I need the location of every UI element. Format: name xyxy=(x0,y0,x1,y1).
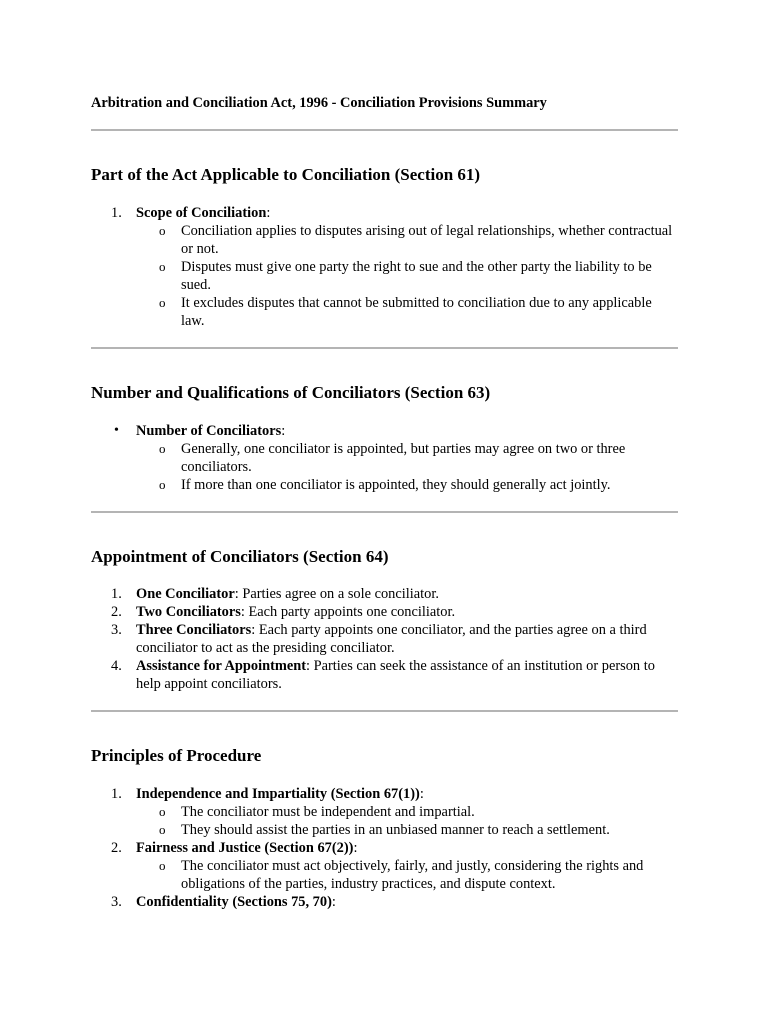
list-item xyxy=(91,422,678,494)
item-label: Fairness and Justice (Section 67(2)) xyxy=(136,840,354,856)
sub-item-text: Conciliation applies to disputes arising out of legal relationships, whether contractual or not. xyxy=(181,223,673,257)
sub-list-item xyxy=(91,476,678,494)
list-marker: 2. xyxy=(111,604,122,620)
principles-list xyxy=(91,785,678,911)
sub-list xyxy=(136,440,678,494)
list-marker: 4. xyxy=(111,658,122,674)
sub-list-item xyxy=(91,294,678,330)
divider xyxy=(91,511,678,513)
sub-bullet: o xyxy=(159,858,166,873)
list-item xyxy=(91,621,678,657)
item-text: : xyxy=(419,786,424,802)
item-text: : Each party appoints one conciliator, and the parties agree on a third conciliator to act as the presiding conciliator. xyxy=(136,622,647,656)
sub-bullet: o xyxy=(159,295,166,310)
item-label: Three Conciliators xyxy=(136,622,252,638)
item-text: : Parties agree on a sole conciliator. xyxy=(234,586,439,602)
sub-bullet: o xyxy=(159,822,166,837)
list-item xyxy=(91,785,678,839)
list-bullet: • xyxy=(114,423,119,438)
sub-item-text: It excludes disputes that cannot be submitted to conciliation due to any applicable law. xyxy=(181,295,652,329)
sub-item-text: The conciliator must act objectively, fairly, and justly, considering the rights and obligations of the parties, industry practices, and dispute context. xyxy=(181,858,644,892)
section-63-list xyxy=(91,422,678,494)
item-label: Scope of Conciliation xyxy=(136,205,267,221)
sub-item-text: Disputes must give one party the right to sue and the other party the liability to be sued. xyxy=(181,259,652,293)
section-heading-61: Part of the Act Applicable to Conciliation (Section 61) xyxy=(91,165,481,184)
sub-list xyxy=(136,803,678,839)
item-text: : xyxy=(281,423,286,439)
list-marker: 3. xyxy=(111,894,122,910)
item-label: Confidentiality (Sections 75, 70) xyxy=(136,894,332,910)
list-item xyxy=(91,603,678,621)
sub-item-text: They should assist the parties in an unbiased manner to reach a settlement. xyxy=(181,822,610,838)
item-label: One Conciliator xyxy=(136,586,235,602)
list-marker: 2. xyxy=(111,840,122,856)
sub-list-item xyxy=(91,857,678,893)
sub-bullet: o xyxy=(159,441,166,456)
document-title: Arbitration and Conciliation Act, 1996 - Conciliation Provisions Summary xyxy=(91,95,547,111)
section-heading-64: Appointment of Conciliators (Section 64) xyxy=(91,547,389,566)
list-marker: 1. xyxy=(111,786,122,802)
item-text: : Each party appoints one conciliator. xyxy=(240,604,456,620)
item-text: : xyxy=(331,894,336,910)
sub-list-item xyxy=(91,821,678,839)
sub-list xyxy=(136,857,678,893)
item-label: Two Conciliators xyxy=(136,604,241,620)
list-marker: 1. xyxy=(111,586,122,602)
item-label: Assistance for Appointment xyxy=(136,658,307,674)
list-marker: 3. xyxy=(111,622,122,638)
list-marker: 1. xyxy=(111,205,122,221)
sub-item-text: The conciliator must be independent and impartial. xyxy=(181,804,475,820)
section-61-list xyxy=(91,204,678,330)
item-label: Number of Conciliators xyxy=(136,423,282,439)
sub-list-item xyxy=(91,440,678,476)
sub-list-item xyxy=(91,258,678,294)
sub-item-text: If more than one conciliator is appointed, they should generally act jointly. xyxy=(181,477,611,493)
divider xyxy=(91,347,678,349)
sub-bullet: o xyxy=(159,223,166,238)
sub-item-text: Generally, one conciliator is appointed, but parties may agree on two or three conciliators. xyxy=(181,441,626,475)
list-item xyxy=(91,839,678,893)
sub-list-item xyxy=(91,803,678,821)
divider xyxy=(91,710,678,712)
sub-list-item xyxy=(91,222,678,258)
list-item xyxy=(91,657,678,693)
section-heading-63: Number and Qualifications of Conciliators (Section 63) xyxy=(91,383,491,402)
item-text: : xyxy=(353,840,358,856)
divider xyxy=(91,129,678,131)
section-64-list xyxy=(91,585,678,693)
sub-bullet: o xyxy=(159,477,166,492)
sub-list xyxy=(136,222,678,330)
item-text: : Parties can seek the assistance of an institution or person to help appoint conciliators. xyxy=(136,658,655,692)
list-item xyxy=(91,893,678,911)
sub-bullet: o xyxy=(159,804,166,819)
list-item xyxy=(91,585,678,603)
item-text: : xyxy=(266,205,271,221)
item-label: Independence and Impartiality (Section 67(1)) xyxy=(136,786,420,802)
section-heading-principles: Principles of Procedure xyxy=(91,746,262,765)
list-item xyxy=(91,204,678,330)
sub-bullet: o xyxy=(159,259,166,274)
